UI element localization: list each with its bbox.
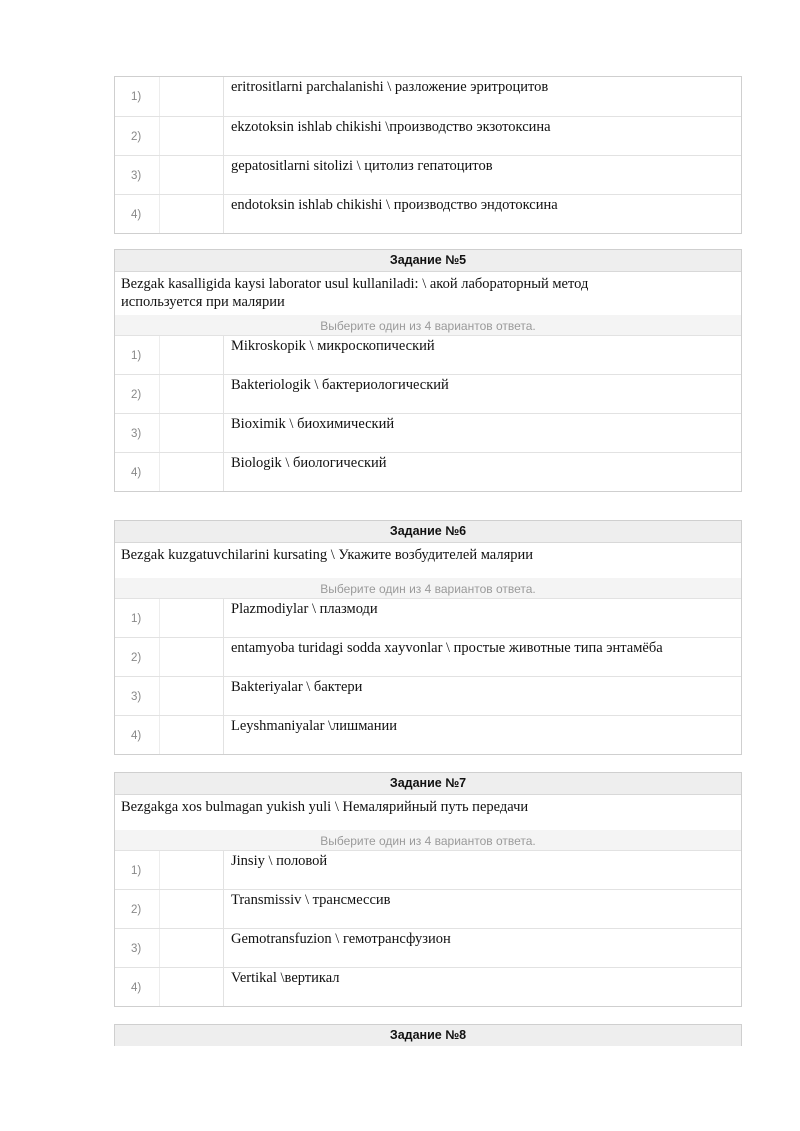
option-text: Bakteriyalar \ бактери bbox=[231, 679, 363, 695]
option-number: 2) bbox=[131, 389, 142, 401]
option-text: eritrositlarni parchalanishi \ разложение эритроцитов bbox=[231, 79, 549, 95]
question-block-7 bbox=[114, 772, 742, 1007]
option-number: 2) bbox=[131, 904, 142, 916]
question-text: Bezgak kuzgatuvchilarini kursating \ Укажите возбудителей малярии bbox=[121, 547, 534, 563]
option-row-3[interactable] bbox=[115, 676, 741, 715]
option-row-4[interactable] bbox=[115, 452, 741, 491]
option-number: 4) bbox=[131, 467, 142, 479]
question-title: Задание №8 bbox=[115, 1025, 741, 1046]
question-title: Задание №7 bbox=[115, 773, 741, 795]
option-text: Vertikal \вертикал bbox=[231, 970, 340, 986]
option-number: 4) bbox=[131, 209, 142, 221]
option-number: 3) bbox=[131, 943, 142, 955]
option-row-4[interactable] bbox=[115, 967, 741, 1006]
question-block-6 bbox=[114, 520, 742, 755]
option-number: 1) bbox=[131, 91, 142, 103]
option-text: ekzotoksin ishlab chikishi \производство экзотоксина bbox=[231, 119, 551, 135]
answer-cell[interactable] bbox=[159, 453, 224, 491]
option-row-4[interactable] bbox=[115, 715, 741, 754]
option-number: 2) bbox=[131, 131, 142, 143]
option-row-2[interactable] bbox=[115, 374, 741, 413]
option-row-2[interactable] bbox=[115, 116, 741, 155]
question-text-line-2: используется при малярии bbox=[121, 294, 285, 310]
question-block-4-continued bbox=[114, 76, 742, 234]
option-text: Gemotransfuzion \ гемотрансфузион bbox=[231, 931, 451, 947]
answer-cell[interactable] bbox=[159, 195, 224, 233]
answer-cell[interactable] bbox=[159, 599, 224, 637]
option-number: 3) bbox=[131, 428, 142, 440]
option-row-3[interactable] bbox=[115, 155, 741, 194]
answer-hint: Выберите один из 4 вариантов ответа. bbox=[115, 578, 741, 598]
question-title: Задание №5 bbox=[115, 250, 741, 272]
option-row-1[interactable] bbox=[115, 598, 741, 637]
option-row-2[interactable] bbox=[115, 889, 741, 928]
option-row-3[interactable] bbox=[115, 413, 741, 452]
option-row-1[interactable] bbox=[115, 850, 741, 889]
option-number: 2) bbox=[131, 652, 142, 664]
question-text: Bezgakga xos bulmagan yukish yuli \ Немалярийный путь передачи bbox=[121, 799, 529, 815]
option-row-1[interactable] bbox=[115, 335, 741, 374]
option-text: Bioximik \ биохимический bbox=[231, 416, 395, 432]
option-text: Plazmodiylar \ плазмоди bbox=[231, 601, 378, 617]
answer-cell[interactable] bbox=[159, 890, 224, 928]
answer-hint: Выберите один из 4 вариантов ответа. bbox=[115, 315, 741, 335]
option-row-1[interactable] bbox=[115, 77, 741, 116]
answer-cell[interactable] bbox=[159, 77, 224, 116]
answer-hint: Выберите один из 4 вариантов ответа. bbox=[115, 830, 741, 850]
option-text: Leyshmaniyalar \лишмании bbox=[231, 718, 398, 734]
question-text bbox=[115, 272, 741, 315]
question-title: Задание №6 bbox=[115, 521, 741, 543]
answer-cell[interactable] bbox=[159, 677, 224, 715]
answer-cell[interactable] bbox=[159, 156, 224, 194]
question-block-5 bbox=[114, 249, 742, 492]
answer-cell[interactable] bbox=[159, 638, 224, 676]
option-text: Jinsiy \ половой bbox=[231, 853, 328, 869]
answer-cell[interactable] bbox=[159, 716, 224, 754]
answer-cell[interactable] bbox=[159, 336, 224, 374]
option-row-3[interactable] bbox=[115, 928, 741, 967]
option-row-2[interactable] bbox=[115, 637, 741, 676]
answer-cell[interactable] bbox=[159, 414, 224, 452]
option-number: 1) bbox=[131, 350, 142, 362]
question-text-line-1: Bezgak kasalligida kaysi laborator usul kullaniladi: \ акой лабораторный метод bbox=[121, 276, 589, 292]
answer-cell[interactable] bbox=[159, 375, 224, 413]
option-number: 1) bbox=[131, 613, 142, 625]
option-number: 3) bbox=[131, 691, 142, 703]
option-row-4[interactable] bbox=[115, 194, 741, 233]
option-text: gepatositlarni sitolizi \ цитолиз гепатоцитов bbox=[231, 158, 493, 174]
option-text: Biologik \ биологический bbox=[231, 455, 387, 471]
answer-cell[interactable] bbox=[159, 851, 224, 889]
answer-cell[interactable] bbox=[159, 117, 224, 155]
option-number: 4) bbox=[131, 982, 142, 994]
answer-cell[interactable] bbox=[159, 929, 224, 967]
question-block-8 bbox=[114, 1024, 742, 1046]
option-text: Bakteriologik \ бактериологический bbox=[231, 377, 449, 393]
option-text: Transmissiv \ трансмессив bbox=[231, 892, 391, 908]
option-text: Mikroskopik \ микроскопический bbox=[231, 338, 435, 354]
option-number: 1) bbox=[131, 865, 142, 877]
option-number: 4) bbox=[131, 730, 142, 742]
answer-cell[interactable] bbox=[159, 968, 224, 1006]
option-text: endotoksin ishlab chikishi \ производство эндотоксина bbox=[231, 197, 558, 213]
option-text: entamyoba turidagi sodda xayvonlar \ простые животные типа энтамёба bbox=[231, 640, 663, 656]
option-number: 3) bbox=[131, 170, 142, 182]
